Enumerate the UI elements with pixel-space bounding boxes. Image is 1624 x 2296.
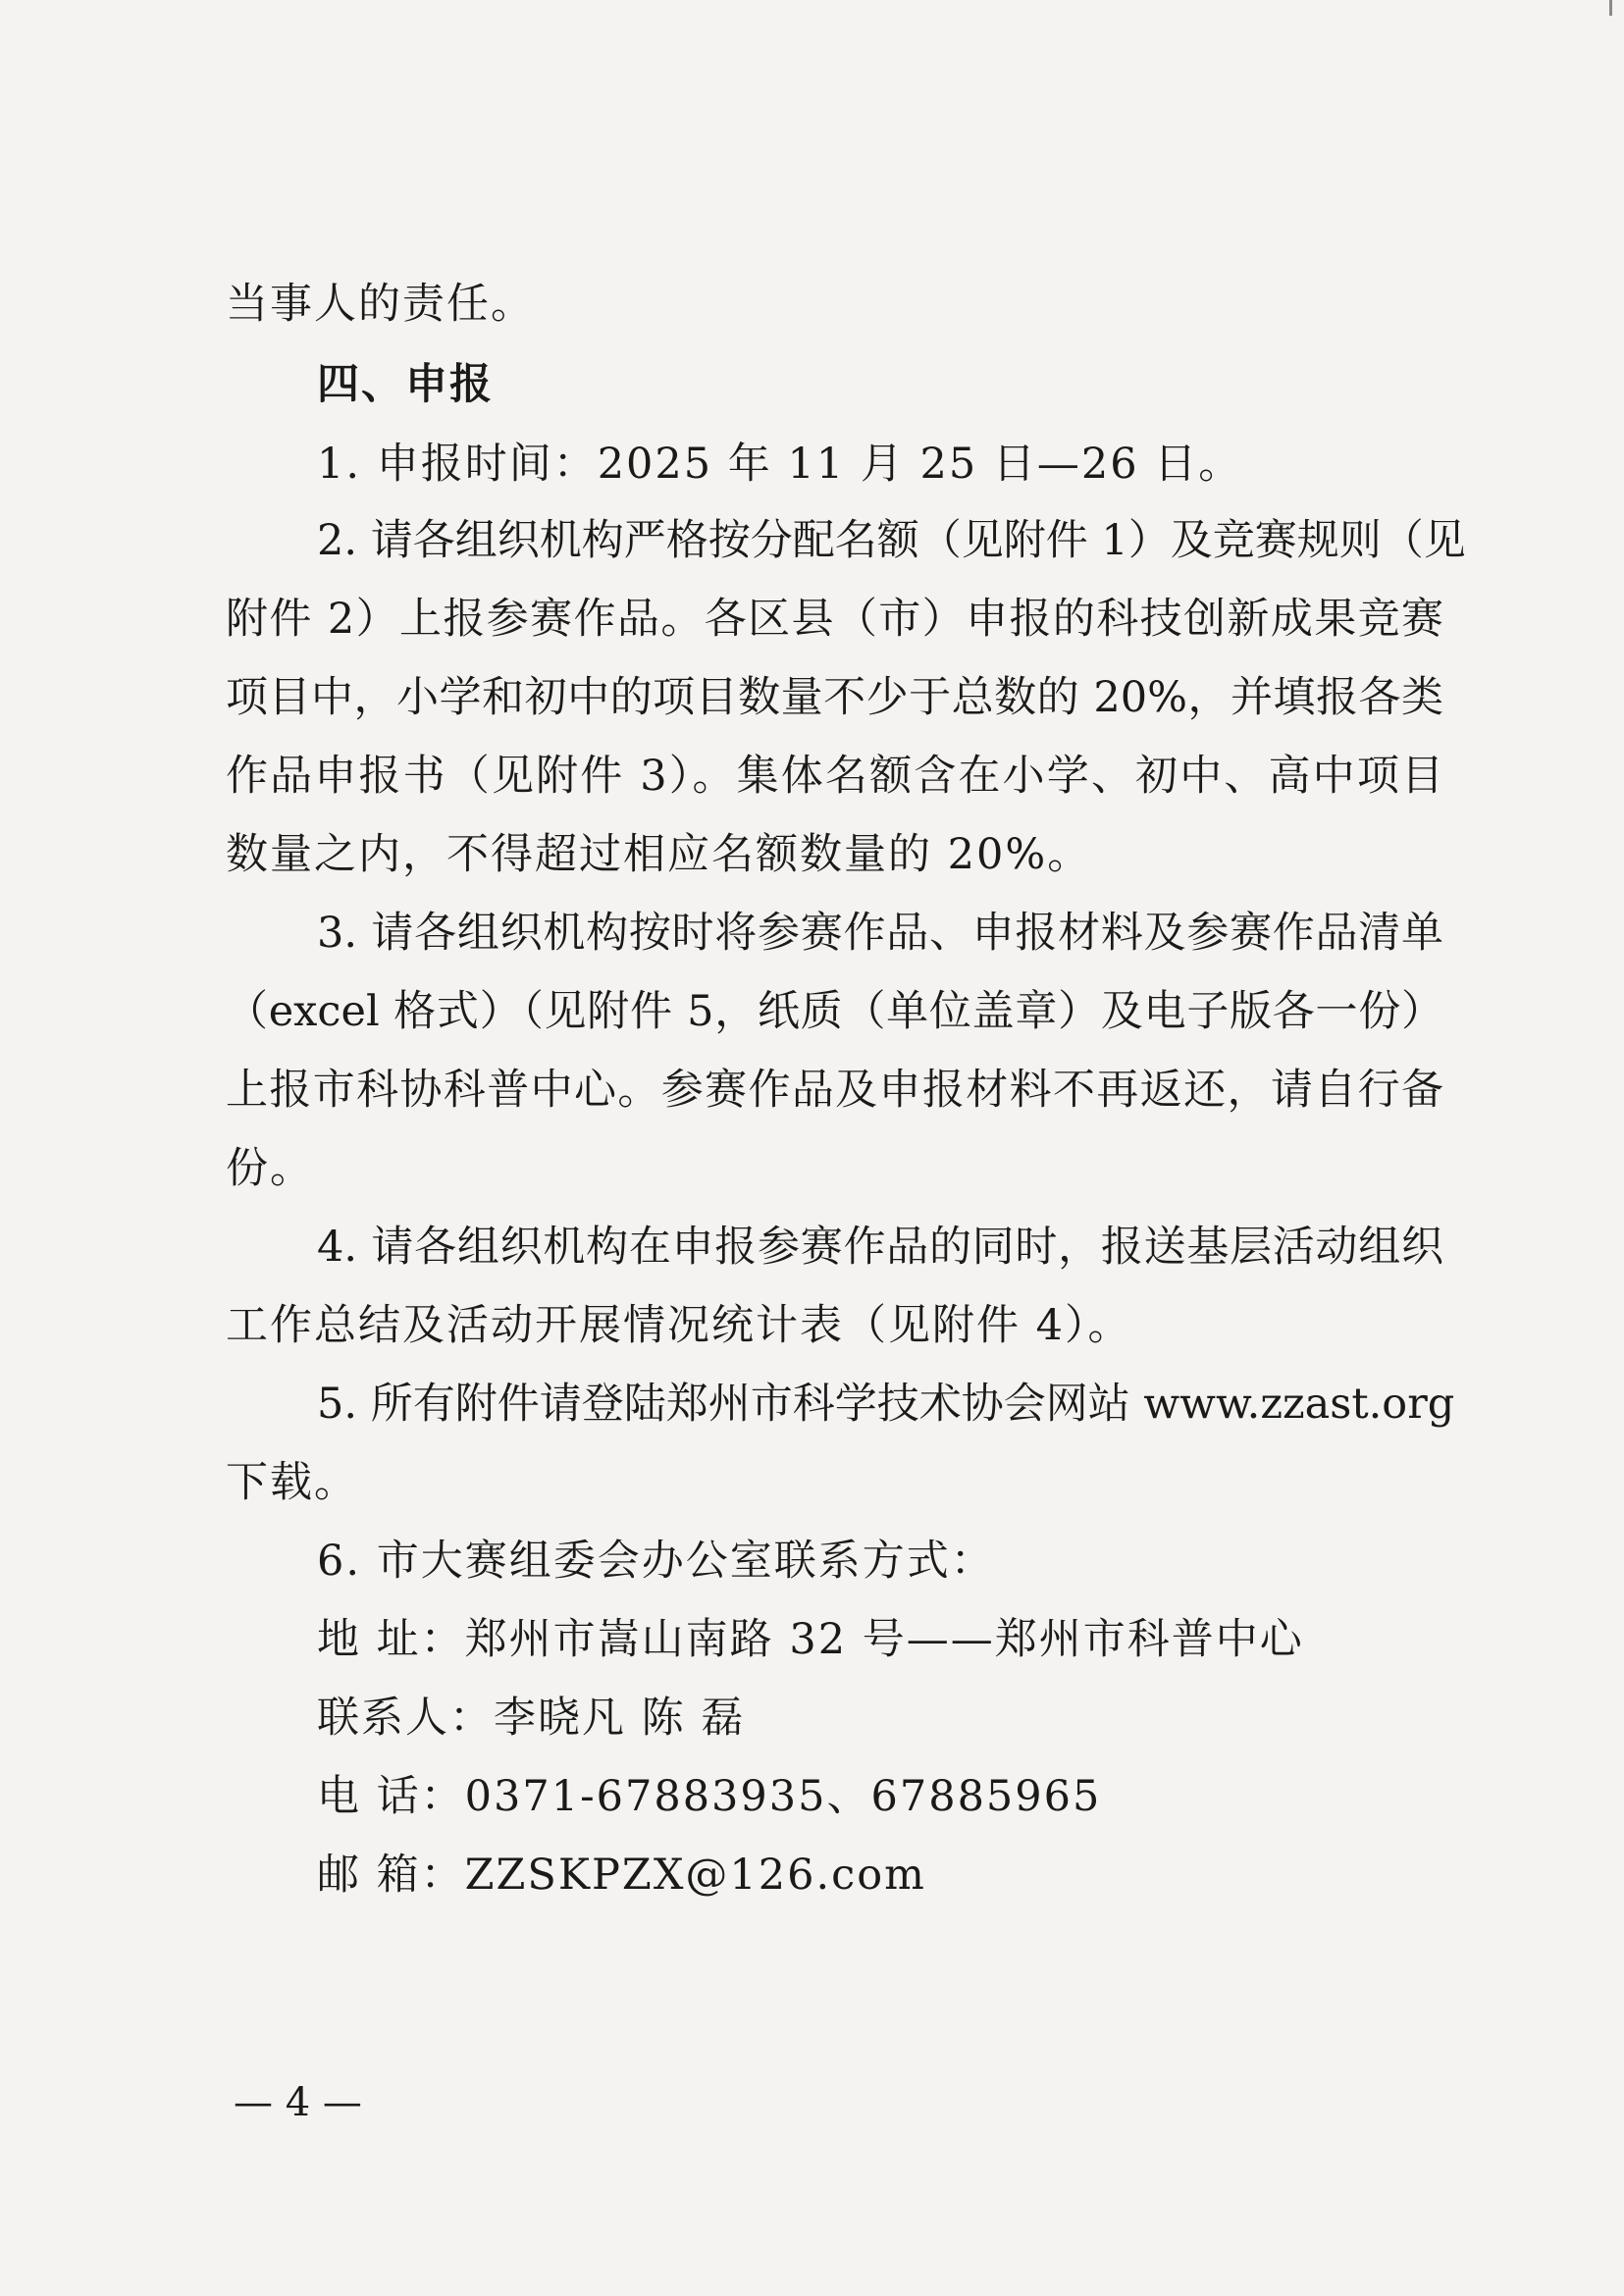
text-line-4: 2. 请各组织机构严格按分配名额（见附件 1）及竞赛规则（见 <box>317 516 1466 565</box>
text-line-15: 5. 所有附件请登陆郑州市科学技术协会网站 www.zzast.org <box>317 1380 1455 1429</box>
text-line-14: 工作总结及活动开展情况统计表（见附件 4）。 <box>226 1301 1132 1350</box>
contact-address: 地 址：郑州市嵩山南路 32 号——郑州市科普中心 <box>317 1615 1304 1664</box>
contact-email: 邮 箱：ZZSKPZX@126.com <box>317 1851 926 1900</box>
text-line-13: 4. 请各组织机构在申报参赛作品的同时，报送基层活动组织 <box>317 1223 1443 1272</box>
contact-persons: 联系人：李晓凡 陈 磊 <box>317 1694 746 1743</box>
text-line-5: 附件 2）上报参赛作品。各区县（市）申报的科技创新成果竞赛 <box>226 595 1443 644</box>
contact-heading: 6. 市大赛组委会办公室联系方式： <box>317 1537 995 1586</box>
text-line-1: 当事人的责任。 <box>226 280 535 329</box>
scan-mark <box>1609 0 1612 16</box>
text-line-3: 1. 申报时间：2025 年 11 月 25 日—26 日。 <box>317 440 1243 489</box>
text-line-6: 项目中，小学和初中的项目数量不少于总数的 20%，并填报各类 <box>226 673 1443 722</box>
text-line-8: 数量之内，不得超过相应名额数量的 20%。 <box>226 830 1092 879</box>
text-line-12: 份。 <box>226 1144 314 1193</box>
text-line-11: 上报市科协科普中心。参赛作品及申报材料不再返还，请自行备 <box>226 1066 1443 1115</box>
text-line-10: （excel 格式）（见附件 5，纸质（单位盖章）及电子版各一份） <box>226 987 1443 1036</box>
text-line-16: 下载。 <box>226 1458 358 1507</box>
text-line-7: 作品申报书（见附件 3）。集体名额含在小学、初中、高中项目 <box>226 752 1443 801</box>
text-line-9: 3. 请各组织机构按时将参赛作品、申报材料及参赛作品清单 <box>317 909 1443 958</box>
page-number: — 4 — <box>234 2080 362 2125</box>
contact-phone: 电 话：0371-67883935、67885965 <box>317 1772 1102 1821</box>
section-heading: 四、申报 <box>317 360 494 409</box>
